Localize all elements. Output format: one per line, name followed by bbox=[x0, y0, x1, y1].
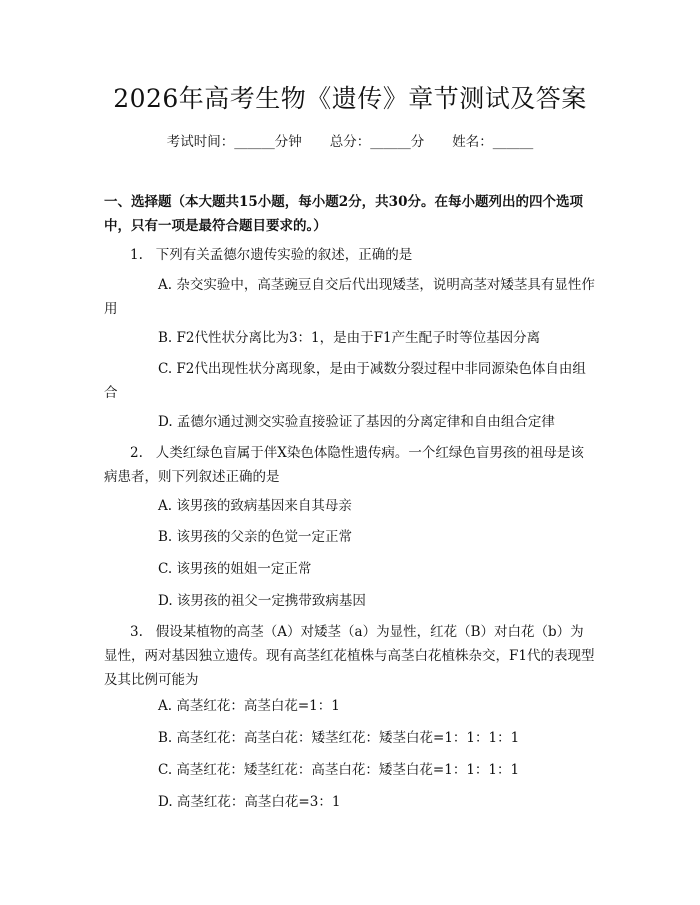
question-2-option-a: A. 该男孩的致病基因来自其母亲 bbox=[158, 498, 352, 514]
section-heading: 一、选择题（本大题共15小题，每小题2分，共30分。在每小题列出的四个选项中，只有一项是最符合题目要求的。） bbox=[104, 194, 583, 234]
question-number: 2. bbox=[130, 445, 143, 461]
question-1-option-c: C. F2代出现性状分离现象，是由于减数分裂过程中非同源染色体自由组合 bbox=[104, 361, 586, 401]
question-2-option-b: B. 该男孩的父亲的色觉一定正常 bbox=[158, 529, 353, 545]
question-2-option-c: C. 该男孩的姐姐一定正常 bbox=[158, 561, 312, 577]
question-number: 3. bbox=[130, 624, 143, 640]
question-3-option-c: C. 高茎红花：矮茎红花：高茎白花：矮茎白花=1：1：1：1 bbox=[158, 762, 520, 778]
question-2-option-d: D. 该男孩的祖父一定携带致病基因 bbox=[158, 593, 366, 609]
question-1-option-d: D. 孟德尔通过测交实验直接验证了基因的分离定律和自由组合定律 bbox=[158, 414, 555, 430]
question-2 bbox=[104, 441, 596, 489]
total-score-field: 总分：______分 bbox=[329, 134, 425, 150]
question-3-option-b: B. 高茎红花：高茎白花：矮茎红花：矮茎白花=1：1：1：1 bbox=[158, 730, 520, 746]
question-1 bbox=[104, 243, 596, 267]
question-3-option-d: D. 高茎红花：高茎白花=3：1 bbox=[158, 794, 341, 810]
question-text: 人类红绿色盲属于伴X染色体隐性遗传病。一个红绿色盲男孩的祖母是该病患者，则下列叙述正确的是 bbox=[104, 445, 584, 485]
question-text: 假设某植物的高茎（A）对矮茎（a）为显性，红花（B）对白花（b）为显性，两对基因独立遗传。现有高茎红花植株与高茎白花植株杂交，F1代的表现型及其比例可能为 bbox=[104, 624, 595, 688]
question-1-option-b: B. F2代性状分离比为3：1，是由于F1产生配子时等位基因分离 bbox=[158, 330, 541, 346]
question-3-option-a: A. 高茎红花：高茎白花=1：1 bbox=[158, 698, 340, 714]
document-title: 2026年高考生物《遗传》章节测试及答案 bbox=[113, 84, 587, 113]
exam-meta-line bbox=[0, 131, 700, 153]
exam-time-field: 考试时间：______分钟 bbox=[166, 134, 302, 150]
student-name-field: 姓名：______ bbox=[452, 134, 534, 150]
question-number: 1. bbox=[130, 247, 143, 263]
question-text: 下列有关孟德尔遗传实验的叙述，正确的是 bbox=[155, 247, 413, 263]
question-3 bbox=[104, 620, 596, 692]
question-1-option-a: A. 杂交实验中，高茎豌豆自交后代出现矮茎，说明高茎对矮茎具有显性作用 bbox=[104, 277, 595, 317]
